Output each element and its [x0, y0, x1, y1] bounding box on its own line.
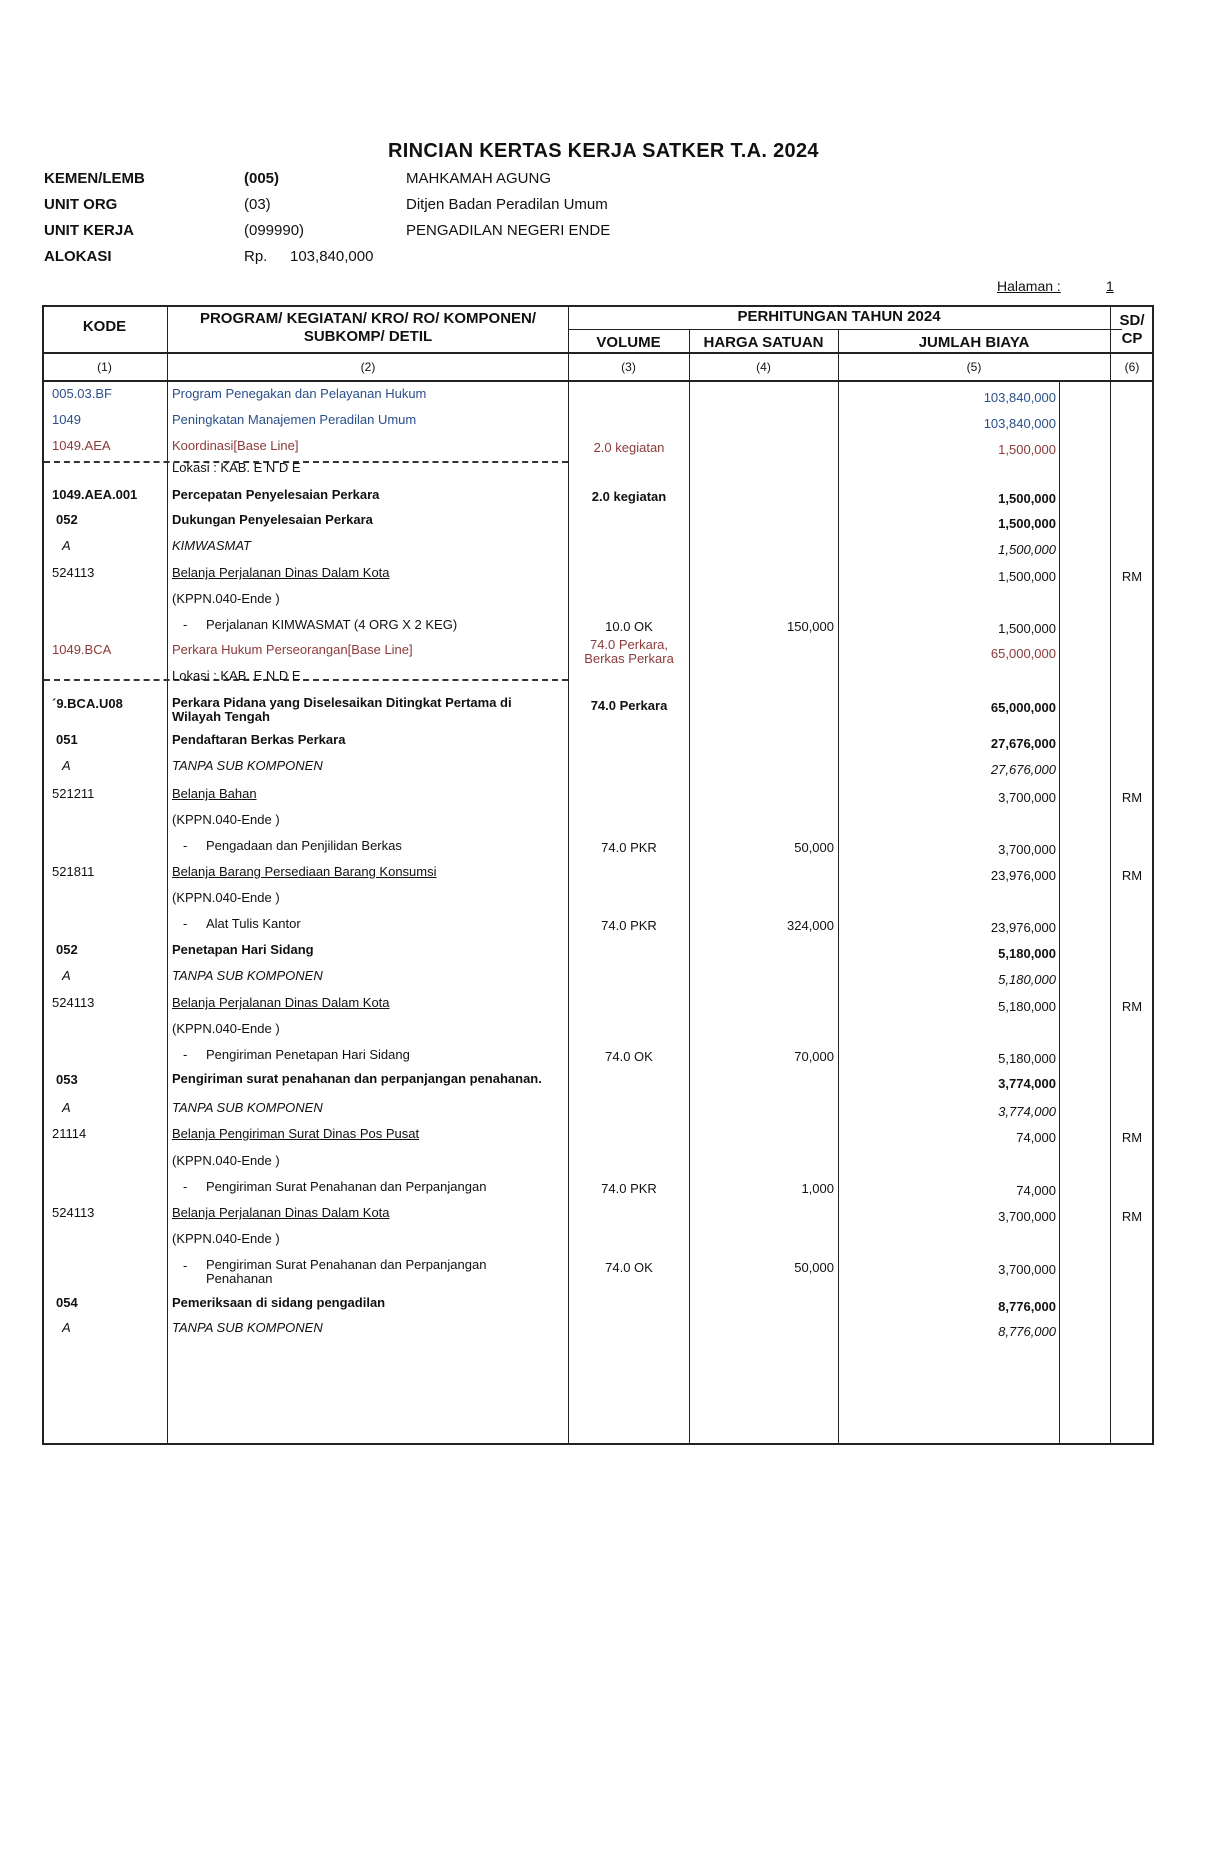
row-description: (KPPN.040-Ende ) [172, 1021, 280, 1036]
row-kode: 1049.BCA [52, 642, 112, 657]
colnum-1: (1) [97, 360, 112, 374]
row-kode: 524113 [52, 1205, 95, 1220]
row-jumlah-biaya: 1,500,000 [998, 442, 1056, 457]
row-volume: 2.0 kegiatan [593, 440, 665, 455]
perhitungan-divider [568, 329, 1122, 330]
row-sdcp: RM [1121, 790, 1143, 805]
header-sdcp-line2: CP [1121, 330, 1143, 347]
row-description: Program Penegakan dan Pelayanan Hukum [172, 386, 427, 401]
row-jumlah-biaya: 5,180,000 [998, 1051, 1056, 1066]
row-volume: 74.0 Perkara, Berkas Perkara [584, 637, 674, 666]
row-jumlah-biaya: 1,500,000 [998, 569, 1056, 584]
row-jumlah-biaya: 27,676,000 [990, 762, 1056, 777]
document-title: RINCIAN KERTAS KERJA SATKER T.A. 2024 [388, 140, 819, 162]
row-description: Lokasi : KAB. E N D E [172, 460, 301, 475]
unit-org-label: UNIT ORG [44, 196, 118, 213]
row-kode: 524113 [52, 995, 95, 1010]
row-kode: A [62, 1100, 71, 1115]
row-description: Belanja Perjalanan Dinas Dalam Kota [172, 565, 390, 580]
row-jumlah-biaya: 1,500,000 [998, 621, 1056, 636]
row-kode: A [62, 968, 71, 983]
unit-org-name: Ditjen Badan Peradilan Umum [406, 196, 608, 213]
colnum-bottom-rule [42, 380, 1154, 382]
unit-kerja-code: (099990) [244, 222, 305, 239]
page-number: 1 [1106, 278, 1114, 294]
row-kode: A [62, 1320, 71, 1335]
header-harga: HARGA SATUAN [703, 334, 824, 351]
row-description: Peningkatan Manajemen Peradilan Umum [172, 412, 417, 427]
detail-bullet: - [183, 916, 188, 931]
row-description: Lokasi : KAB. E N D E [172, 668, 301, 683]
row-description: Pendaftaran Berkas Perkara [172, 732, 346, 747]
kemen-code: (005) [244, 170, 280, 187]
header-perhitungan: PERHITUNGAN TAHUN 2024 [737, 308, 941, 325]
row-volume: 2.0 kegiatan [591, 489, 667, 504]
row-description: Belanja Perjalanan Dinas Dalam Kota [172, 995, 390, 1010]
detail-bullet: - [183, 838, 188, 853]
row-description: Percepatan Penyelesaian Perkara [172, 487, 380, 502]
row-jumlah-biaya: 8,776,000 [998, 1324, 1056, 1339]
unit-kerja-name: PENGADILAN NEGERI ENDE [406, 222, 611, 239]
col-line-kode [167, 305, 168, 1445]
row-harga-satuan: 50,000 [794, 840, 834, 855]
row-description: Perkara Pidana yang Diselesaikan Ditingkat Pertama di Wilayah Tengah [172, 695, 512, 724]
row-description: Pengiriman Surat Penahanan dan Perpanjangan Penahanan [206, 1257, 487, 1286]
row-kode: 521211 [52, 786, 95, 801]
row-description: (KPPN.040-Ende ) [172, 1153, 280, 1168]
row-jumlah-biaya: 3,700,000 [998, 790, 1056, 805]
row-jumlah-biaya: 1,500,000 [998, 516, 1056, 531]
row-volume: 74.0 Perkara [590, 698, 668, 713]
row-kode: A [62, 538, 71, 553]
row-description: TANPA SUB KOMPONEN [172, 1100, 323, 1115]
kemen-label: KEMEN/LEMB [44, 170, 145, 187]
row-jumlah-biaya: 8,776,000 [998, 1299, 1056, 1314]
row-description: Dukungan Penyelesaian Perkara [172, 512, 373, 527]
header-jumlah: JUMLAH BIAYA [918, 334, 1030, 351]
row-description: (KPPN.040-Ende ) [172, 1231, 280, 1246]
row-jumlah-biaya: 23,976,000 [990, 920, 1056, 935]
row-description: Belanja Perjalanan Dinas Dalam Kota [172, 1205, 390, 1220]
colnum-6: (6) [1124, 360, 1140, 374]
colnum-5: (5) [966, 360, 982, 374]
col-line-volume [689, 329, 690, 1445]
row-volume: 10.0 OK [605, 619, 653, 634]
row-jumlah-biaya: 103,840,000 [983, 390, 1056, 405]
row-sdcp: RM [1121, 569, 1143, 584]
kemen-name: MAHKAMAH AGUNG [406, 170, 552, 187]
row-jumlah-biaya: 65,000,000 [990, 646, 1056, 661]
row-jumlah-biaya: 5,180,000 [998, 972, 1056, 987]
row-kode: A [62, 758, 71, 773]
row-kode: 524113 [52, 565, 95, 580]
row-kode: 1049 [52, 412, 81, 427]
row-harga-satuan: 1,000 [801, 1181, 834, 1196]
colnum-3: (3) [621, 360, 636, 374]
row-description: Belanja Pengiriman Surat Dinas Pos Pusat [172, 1126, 420, 1141]
row-sdcp: RM [1121, 1130, 1143, 1145]
row-description: Koordinasi[Base Line] [172, 438, 299, 453]
row-description: TANPA SUB KOMPONEN [172, 758, 323, 773]
row-jumlah-biaya: 5,180,000 [998, 999, 1056, 1014]
colnum-2: (2) [360, 360, 376, 374]
row-description: TANPA SUB KOMPONEN [172, 968, 323, 983]
row-kode: 005.03.BF [52, 386, 112, 401]
alokasi-amount: 103,840,000 [290, 248, 374, 265]
header-bottom-rule [42, 352, 1154, 354]
row-kode: 052 [56, 512, 78, 527]
row-description: (KPPN.040-Ende ) [172, 890, 280, 905]
header-program-line2: SUBKOMP/ DETIL [303, 328, 433, 345]
row-kode: 21114 [52, 1126, 87, 1141]
detail-bullet: - [183, 1179, 188, 1194]
unit-org-code: (03) [244, 196, 271, 213]
row-description: (KPPN.040-Ende ) [172, 591, 280, 606]
row-jumlah-biaya: 27,676,000 [990, 736, 1056, 751]
row-jumlah-biaya: 103,840,000 [983, 416, 1056, 431]
col-line-jumlah-inner [1059, 380, 1060, 1445]
row-kode: 051 [56, 732, 78, 747]
row-description: Pengadaan dan Penjilidan Berkas [206, 838, 402, 853]
row-volume: 74.0 PKR [601, 840, 657, 855]
row-sdcp: RM [1121, 1209, 1143, 1224]
row-jumlah-biaya: 3,700,000 [998, 1262, 1056, 1277]
row-harga-satuan: 70,000 [794, 1049, 834, 1064]
row-jumlah-biaya: 3,700,000 [998, 1209, 1056, 1224]
row-harga-satuan: 150,000 [787, 619, 834, 634]
row-description: Perkara Hukum Perseorangan[Base Line] [172, 642, 413, 657]
row-description: Alat Tulis Kantor [206, 916, 301, 931]
row-volume: 74.0 PKR [601, 918, 657, 933]
unit-kerja-label: UNIT KERJA [44, 222, 135, 239]
row-sdcp: RM [1121, 999, 1143, 1014]
row-kode: 052 [56, 942, 78, 957]
row-jumlah-biaya: 3,774,000 [998, 1104, 1056, 1119]
row-description: TANPA SUB KOMPONEN [172, 1320, 323, 1335]
row-sdcp: RM [1121, 868, 1143, 883]
row-description: Pengiriman Surat Penahanan dan Perpanjangan [206, 1179, 487, 1194]
row-kode: 053 [56, 1072, 78, 1087]
header-volume: VOLUME [596, 334, 661, 351]
row-description: KIMWASMAT [172, 538, 251, 553]
header-kode: KODE [82, 318, 127, 335]
row-jumlah-biaya: 65,000,000 [990, 700, 1056, 715]
row-kode: 1049.AEA [52, 438, 111, 453]
header-sdcp-line1: SD/ [1119, 312, 1145, 329]
row-description: Pengiriman surat penahanan dan perpanjangan penahanan. [172, 1071, 542, 1086]
row-kode: 1049.AEA.001 [52, 487, 138, 502]
row-jumlah-biaya: 5,180,000 [998, 946, 1056, 961]
row-description: Pemeriksaan di sidang pengadilan [172, 1295, 386, 1310]
row-description: Penetapan Hari Sidang [172, 942, 314, 957]
row-volume: 74.0 OK [605, 1260, 653, 1275]
row-description: Pengiriman Penetapan Hari Sidang [206, 1047, 410, 1062]
row-kode: 054 [56, 1295, 78, 1310]
alokasi-label: ALOKASI [44, 248, 112, 265]
row-jumlah-biaya: 1,500,000 [998, 491, 1056, 506]
col-line-harga [838, 329, 839, 1445]
row-jumlah-biaya: 3,774,000 [998, 1076, 1056, 1091]
row-description: Perjalanan KIMWASMAT (4 ORG X 2 KEG) [206, 617, 458, 632]
page-label: Halaman : [997, 278, 1061, 294]
detail-bullet: - [183, 1258, 188, 1273]
header-program-line1: PROGRAM/ KEGIATAN/ KRO/ RO/ KOMPONEN/ [199, 310, 537, 327]
row-jumlah-biaya: 3,700,000 [998, 842, 1056, 857]
row-volume: 74.0 PKR [601, 1181, 657, 1196]
detail-bullet: - [183, 617, 188, 632]
detail-bullet: - [183, 1047, 188, 1062]
row-kode: ´9.BCA.U08 [52, 696, 123, 711]
colnum-4: (4) [756, 360, 771, 374]
row-kode: 521811 [52, 864, 95, 879]
row-description: Belanja Bahan [172, 786, 257, 801]
row-volume: 74.0 OK [605, 1049, 653, 1064]
row-description: (KPPN.040-Ende ) [172, 812, 280, 827]
row-jumlah-biaya: 74,000 [1016, 1130, 1056, 1145]
row-jumlah-biaya: 74,000 [1016, 1183, 1056, 1198]
col-line-program [568, 305, 569, 1445]
row-jumlah-biaya: 1,500,000 [998, 542, 1056, 557]
row-description: Belanja Barang Persediaan Barang Konsumsi [172, 864, 437, 879]
row-harga-satuan: 324,000 [787, 918, 834, 933]
row-jumlah-biaya: 23,976,000 [990, 868, 1056, 883]
alokasi-currency: Rp. [244, 248, 268, 265]
row-harga-satuan: 50,000 [794, 1260, 834, 1275]
